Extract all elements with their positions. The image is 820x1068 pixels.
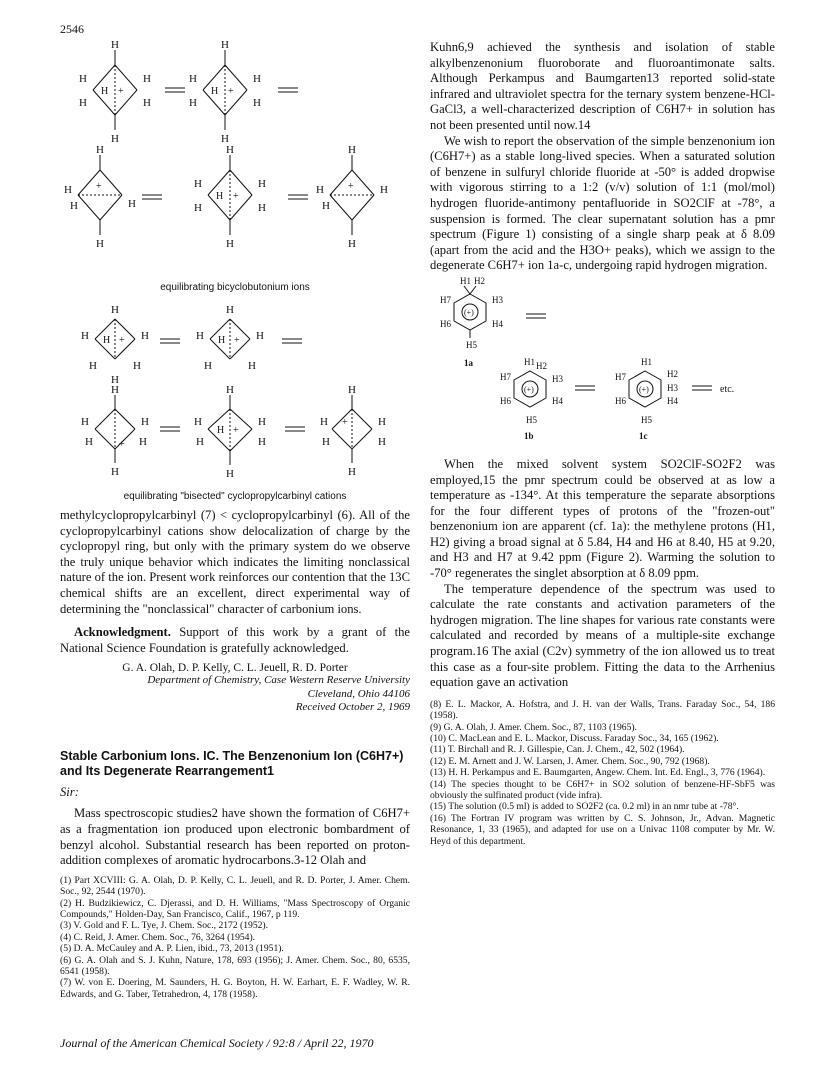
equilibrium-arrow [575, 386, 595, 390]
svg-text:+: + [233, 191, 239, 202]
svg-text:H2: H2 [667, 368, 678, 379]
cyclopropylcarbinyl-scheme [60, 299, 410, 484]
svg-text:+: + [228, 86, 234, 97]
svg-text:H2: H2 [474, 275, 485, 286]
right-references [430, 699, 775, 847]
svg-text:H: H [196, 436, 204, 448]
left-paragraph-2: Mass spectroscopic studies2 have shown the formation of C6H7+ as a fragmentation ion produced upon electronic bombardment of benzyl alcohol. Substantial research has been reported on proton-addition complexes of aromatic hydrocarbons.3-12 Olah and [60, 806, 410, 868]
svg-text:H: H [194, 178, 202, 190]
acknowledgment [60, 625, 410, 656]
reference: (15) The solution (0.5 ml) is added to SO2F2 (ca. 0.2 ml) in an nmr tube at -78°. [430, 801, 739, 813]
reference: (11) T. Birchall and R. J. Gillespie, Can. J. Chem., 42, 502 (1964). [430, 744, 685, 756]
bicyclobutonium-structure-2 [189, 40, 261, 145]
svg-text:H: H [139, 436, 147, 448]
svg-text:H4: H4 [667, 395, 678, 406]
svg-text:H: H [258, 178, 266, 190]
svg-text:H: H [85, 436, 93, 448]
svg-text:H: H [96, 238, 104, 250]
svg-text:H: H [141, 416, 149, 428]
reference: (5) D. A. McCauley and A. P. Lien, ibid., 73, 2013 (1951). [60, 943, 284, 955]
svg-text:H: H [378, 436, 386, 448]
svg-text:H1: H1 [460, 275, 471, 286]
svg-text:H: H [226, 304, 234, 316]
svg-text:H: H [258, 202, 266, 214]
reference: (2) H. Budzikiewicz, C. Djerassi, and D. H. Williams, "Mass Spectroscopy of Organic Compounds," Holden-Day, San Francisco, Calif., 1967, p 119. [60, 897, 410, 920]
cyclopropylcarbinyl-structure-5 [320, 384, 386, 478]
svg-text:H: H [103, 335, 111, 346]
reference: (6) G. A. Olah and S. J. Kuhn, Nature, 178, 693 (1956); J. Amer. Chem. Soc., 80, 6535, 6541 (1958). [60, 954, 410, 977]
left-paragraph-1: methylcyclopropylcarbinyl (7) < cyclopropylcarbinyl (6). All of the cyclopropylcarbinyl cations show delocalization of charge by the cyclopropyl ring, but only with the primary system do we observe the truly unique behavior which indicates the limiting nonclassical nature of the ion. Present work reinforces our contention that the 13C chemical shifts are an excellent, direct experimental way of determining the "nonclassical" character of carbonium ions. [60, 508, 410, 616]
bicyclobutonium-scheme [60, 40, 410, 275]
bicyclobutonium-structure-1 [79, 40, 151, 145]
svg-text:H: H [189, 97, 197, 109]
svg-text:H: H [79, 97, 87, 109]
svg-text:H: H [253, 73, 261, 85]
svg-text:H: H [141, 330, 149, 342]
equilibrium-arrow [142, 195, 162, 199]
svg-text:+: + [234, 335, 240, 346]
reference: (10) C. MacLean and E. L. Mackor, Discuss. Faraday Soc., 34, 165 (1962). [430, 733, 719, 745]
svg-text:H: H [128, 198, 136, 210]
benzenonium-scheme [430, 274, 775, 444]
svg-text:H: H [111, 384, 119, 396]
right-paragraph-2: We wish to report the observation of the simple benzenonium ion (C6H7+) as a stable long-lived species. When a saturated solution of benzene in sulfuryl chloride fluoride at -50° is added dropwise with vigorous stirring to a 1:2 (v/v) solution of 1:1 (mol/mol) hydrogen fluoride-antimony pentafluoride in SO2ClF at -78°, a suspension is formed. The clear supernatant solution has a pmr spectrum (Figure 1) consisting of a single sharp peak at δ 8.09 (apart from the acid and the H3O+ peaks), which we assign to the degenerate C6H7+ ion 1a-c, undergoing rapid hydrogen migration. [430, 133, 775, 273]
bicyclobutonium-structure-4 [194, 144, 266, 250]
reference: (1) Part XCVIII: G. A. Olah, D. P. Kelly, C. L. Jeuell, and R. D. Porter, J. Amer. Chem. Soc., 92, 2544 (1970). [60, 874, 410, 898]
right-column [430, 40, 775, 847]
right-paragraph-4: The temperature dependence of the spectrum was used to calculate the rate constants and activation parameters of the hydrogen migration. The line shapes for various rate constants were calculated and recorded by means of a multiple-site exchange program.16 The axial (C2v) symmetry of the ion allowed us to treat this case as a four-site problem. Fitting the data to the Arrhenius equation gave an activation [430, 581, 775, 690]
svg-text:H1: H1 [524, 356, 535, 367]
reference: (12) E. M. Arnett and J. W. Larsen, J. Amer. Chem. Soc., 90, 792 (1968). [430, 755, 710, 767]
svg-text:H1: H1 [641, 356, 652, 367]
svg-text:H: H [380, 184, 388, 196]
svg-text:H5: H5 [526, 414, 537, 425]
benzenonium-1b [500, 357, 563, 425]
reference: (3) V. Gold and F. L. Tye, J. Chem. Soc., 2172 (1952). [60, 920, 269, 932]
equilibrium-arrow [282, 339, 302, 343]
reference: (13) H. H. Perkampus and E. Baumgarten, Angew. Chem. Int. Ed. Engl., 3, 776 (1964). [430, 767, 766, 779]
equilibrium-arrow [165, 88, 185, 92]
svg-text:H2: H2 [536, 360, 547, 371]
svg-text:H: H [256, 330, 264, 342]
svg-text:H: H [322, 200, 330, 212]
svg-text:H: H [218, 335, 226, 346]
reference: (16) The Fortran IV program was written by C. S. Johnson, Jr., Advan. Magnetic Resonance, 1, 33 (1965), and adapted for use on a Univac 1108 computer by Mr. W. Heyd of this department. [430, 812, 775, 847]
etc-label: etc. [720, 383, 735, 395]
svg-text:+: + [118, 86, 124, 97]
reference: (4) C. Reid, J. Amer. Chem. Soc., 76, 3264 (1954). [60, 931, 256, 943]
svg-text:H: H [111, 374, 119, 386]
reference: (9) G. A. Olah, J. Amer. Chem. Soc., 87, 1103 (1965). [430, 721, 637, 733]
svg-text:H: H [221, 133, 229, 145]
caption-bicyclobutonium: equilibrating bicyclobutonium ions [160, 282, 310, 293]
benzenonium-1c [615, 357, 678, 425]
svg-text:H: H [111, 466, 119, 478]
equilibrium-arrow [692, 386, 712, 390]
svg-text:H: H [64, 184, 72, 196]
svg-text:H: H [101, 86, 109, 97]
svg-text:H: H [111, 133, 119, 145]
authors: G. A. Olah, D. P. Kelly, C. L. Jeuell, R. D. Porter [122, 662, 348, 675]
svg-text:H: H [221, 40, 229, 51]
svg-text:H: H [204, 360, 212, 372]
svg-text:(+): (+) [464, 307, 474, 317]
svg-text:H: H [89, 360, 97, 372]
svg-text:H: H [194, 202, 202, 214]
salutation: Sir: [60, 785, 79, 800]
svg-text:(+): (+) [524, 384, 534, 394]
svg-text:H3: H3 [667, 382, 678, 393]
svg-text:H: H [70, 200, 78, 212]
journal-footer: Journal of the American Chemical Society / 92:8 / April 22, 1970 [60, 1036, 374, 1050]
svg-text:H: H [378, 416, 386, 428]
article-title: Stable Carbonium Ions. IC. The Benzenonium Ion (C6H7+) and Its Degenerate Rearrangement1 [60, 749, 404, 779]
department-line-1: Department of Chemistry, Case Western Reserve University [147, 674, 410, 687]
svg-text:H: H [81, 330, 89, 342]
left-references [60, 875, 410, 1000]
cyclopropylcarbinyl-structure-2 [196, 304, 264, 372]
reference: (8) E. L. Mackor, A. Hofstra, and J. H. van der Walls, Trans. Faraday Soc., 54, 186 (1958). [430, 698, 775, 722]
equilibrium-arrow [288, 195, 308, 199]
svg-text:H: H [143, 97, 151, 109]
svg-text:H: H [143, 73, 151, 85]
svg-text:H4: H4 [492, 318, 503, 329]
svg-text:H7: H7 [440, 294, 451, 305]
svg-text:+: + [233, 425, 239, 436]
svg-text:H7: H7 [615, 371, 626, 382]
bicyclobutonium-structure-5 [316, 144, 388, 250]
benzenonium-1a [440, 276, 503, 350]
svg-text:H: H [348, 384, 356, 396]
svg-text:(+): (+) [639, 384, 649, 394]
svg-text:H: H [226, 468, 234, 480]
equilibrium-arrow [160, 339, 180, 343]
svg-text:H: H [258, 436, 266, 448]
cyclopropylcarbinyl-structure-4 [194, 384, 266, 480]
equilibrium-arrow [526, 314, 546, 318]
svg-text:H: H [81, 416, 89, 428]
svg-text:H: H [348, 144, 356, 156]
svg-text:+: + [119, 335, 125, 346]
svg-text:H: H [316, 184, 324, 196]
svg-text:H: H [211, 86, 219, 97]
reference: (7) W. von E. Doering, M. Saunders, H. G. Boyton, H. W. Earhart, E. F. Wadley, W. R. Edwards, and G. Taber, Tetrahedron, 4, 178 (1958). [60, 977, 410, 1000]
svg-text:H: H [226, 144, 234, 156]
svg-text:H7: H7 [500, 371, 511, 382]
svg-text:H: H [194, 416, 202, 428]
svg-text:H: H [248, 360, 256, 372]
acknowledgment-heading: Acknowledgment. [74, 625, 171, 640]
svg-text:H: H [348, 238, 356, 250]
department-line-2: Cleveland, Ohio 44106 [307, 687, 410, 700]
label-1b: 1b [524, 430, 534, 441]
svg-text:H: H [133, 360, 141, 372]
svg-text:H: H [189, 73, 197, 85]
acknowledgment-text: Support of this work by a grant of the National Science Foundation is gratefully acknowledged. [60, 625, 411, 655]
equilibrium-arrow [278, 88, 298, 92]
svg-text:H3: H3 [552, 373, 563, 384]
svg-text:H: H [253, 97, 261, 109]
svg-text:H: H [258, 416, 266, 428]
svg-text:H6: H6 [615, 395, 626, 406]
svg-text:H: H [320, 416, 328, 428]
equilibrium-arrow [285, 427, 305, 431]
received-date: Received October 2, 1969 [295, 701, 410, 714]
cyclopropylcarbinyl-structure-1 [81, 304, 149, 386]
svg-text:H6: H6 [500, 395, 511, 406]
svg-text:+: + [96, 181, 102, 192]
right-paragraph-3: When the mixed solvent system SO2ClF-SO2F2 was employed,15 the pmr spectrum could be observed at as low a temperature as -134°. At this temperature the separate absorptions for the four different types of protons of the "frozen-out" benzenonium ion are apparent (cf. 1a): the methylene protons (H1, H2) giving a broad signal at δ 5.84, H4 and H6 at 8.40, H5 at 9.20, and H3 and H7 at 9.42 ppm (Figure 2). Warming the solution to -70° regenerates the singlet absorption at δ 8.09 ppm. [430, 456, 775, 581]
svg-text:H: H [322, 436, 330, 448]
caption-cyclopropylcarbinyl: equilibrating "bisected" cyclopropylcarbinyl cations [123, 491, 347, 502]
svg-text:H5: H5 [641, 414, 652, 425]
svg-text:H: H [196, 330, 204, 342]
label-1a: 1a [464, 357, 473, 368]
svg-text:H: H [96, 144, 104, 156]
svg-text:+: + [119, 439, 125, 450]
label-1c: 1c [639, 430, 648, 441]
svg-text:H3: H3 [492, 294, 503, 305]
svg-text:H: H [111, 304, 119, 316]
right-paragraph-1: Kuhn6,9 achieved the synthesis and isolation of stable alkylbenzenonium fluoroborate and fluoroantimonate salts. Although Perkampus and Baumgarten13 reported solid-state infrared and ultraviolet spectra for the ternary system benzene-HCl-GaCl3, a well-characterized description of C6H7+ in solution has not been presented until now.14 [430, 40, 775, 132]
svg-text:H4: H4 [552, 395, 563, 406]
svg-text:H5: H5 [466, 339, 477, 350]
svg-text:H: H [217, 425, 225, 436]
bicyclobutonium-structure-3 [64, 144, 136, 250]
svg-text:H: H [348, 466, 356, 478]
svg-text:H: H [79, 73, 87, 85]
svg-text:H: H [226, 238, 234, 250]
page-number: 2546 [60, 22, 84, 36]
left-column [60, 40, 410, 1000]
svg-text:H: H [216, 191, 224, 202]
cyclopropylcarbinyl-structure-3 [81, 384, 149, 478]
svg-text:H: H [226, 384, 234, 396]
svg-text:+: + [342, 417, 348, 428]
reference: (14) The species thought to be C6H7+ in SO2 solution of benzene-HF-SbF5 was obviously the sulfinated product (vide infra). [430, 778, 775, 802]
equilibrium-arrow [160, 427, 180, 431]
svg-text:H: H [111, 40, 119, 51]
svg-text:+: + [348, 181, 354, 192]
svg-text:H6: H6 [440, 318, 451, 329]
